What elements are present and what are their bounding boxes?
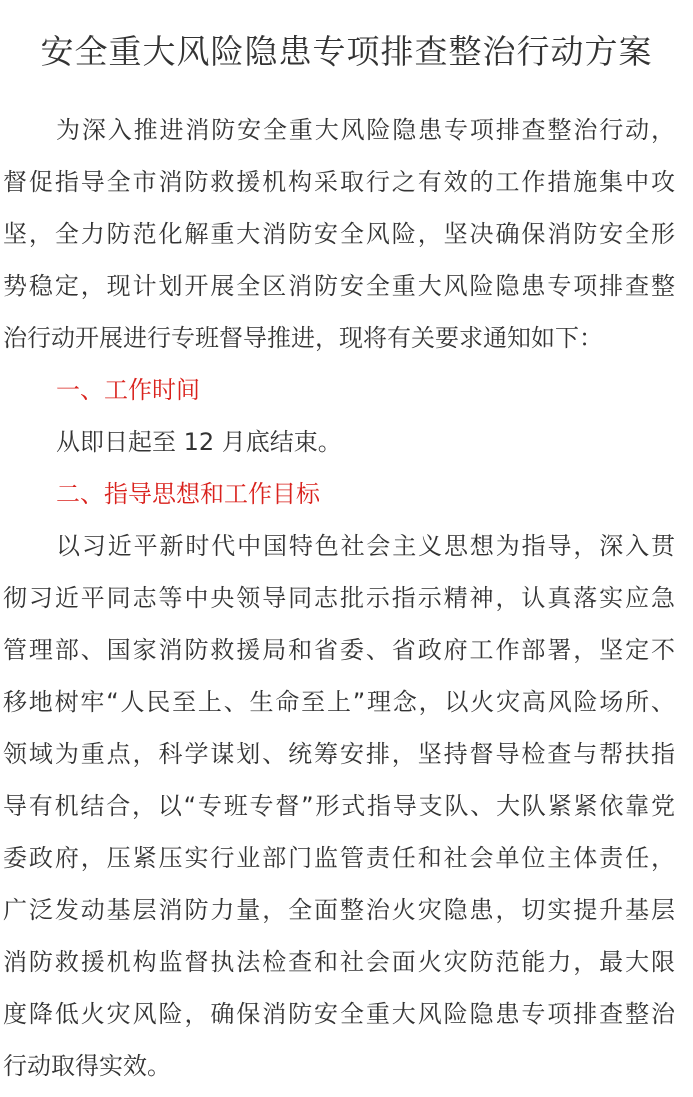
section-body-line: 管理部、国家消防救援局和省委、省政府工作部署，坚定不 xyxy=(3,636,675,664)
section-body-line: 移地树牢“人民至上、生命至上”理念，以火灾高风险场所、 xyxy=(3,688,675,716)
section-body-line: 广泛发动基层消防力量，全面整治火灾隐患，切实提升基层 xyxy=(3,896,675,924)
section-body-line: 领域为重点，科学谋划、统筹安排，坚持督导检查与帮扶指 xyxy=(3,740,675,768)
section-body-line: 度降低火灾风险，确保消防安全重大风险隐患专项排查整治 xyxy=(3,1000,675,1028)
section-body-work-time: 从即日起至 12 月底结束。 xyxy=(56,428,342,456)
intro-line: 势稳定，现计划开展全区消防安全重大风险隐患专项排查整 xyxy=(3,272,675,300)
section-body-line: 彻习近平同志等中央领导同志批示指示精神，认真落实应急 xyxy=(3,584,675,612)
section-body-line: 消防救援机构监督执法检查和社会面火灾防范能力，最大限 xyxy=(3,948,675,976)
intro-line: 为深入推进消防安全重大风险隐患专项排查整治行动， xyxy=(56,116,675,144)
intro-line: 督促指导全市消防救援机构采取行之有效的工作措施集中攻 xyxy=(3,168,675,196)
section-body-line: 导有机结合，以“专班专督”形式指导支队、大队紧紧依靠党 xyxy=(3,792,675,820)
section-heading-work-time: 一、工作时间 xyxy=(56,376,200,404)
intro-line: 治行动开展进行专班督导推进，现将有关要求通知如下： xyxy=(3,324,603,352)
document-title: 安全重大风险隐患专项排查整治行动方案 xyxy=(40,32,653,71)
section-body-line: 委政府，压紧压实行业部门监管责任和社会单位主体责任， xyxy=(3,844,675,872)
section-body-line: 以习近平新时代中国特色社会主义思想为指导，深入贯 xyxy=(56,532,675,560)
section-body-line: 行动取得实效。 xyxy=(3,1052,171,1080)
intro-line: 坚，全力防范化解重大消防安全风险，坚决确保消防安全形 xyxy=(3,220,675,248)
section-heading-guiding-ideology: 二、指导思想和工作目标 xyxy=(56,480,320,508)
